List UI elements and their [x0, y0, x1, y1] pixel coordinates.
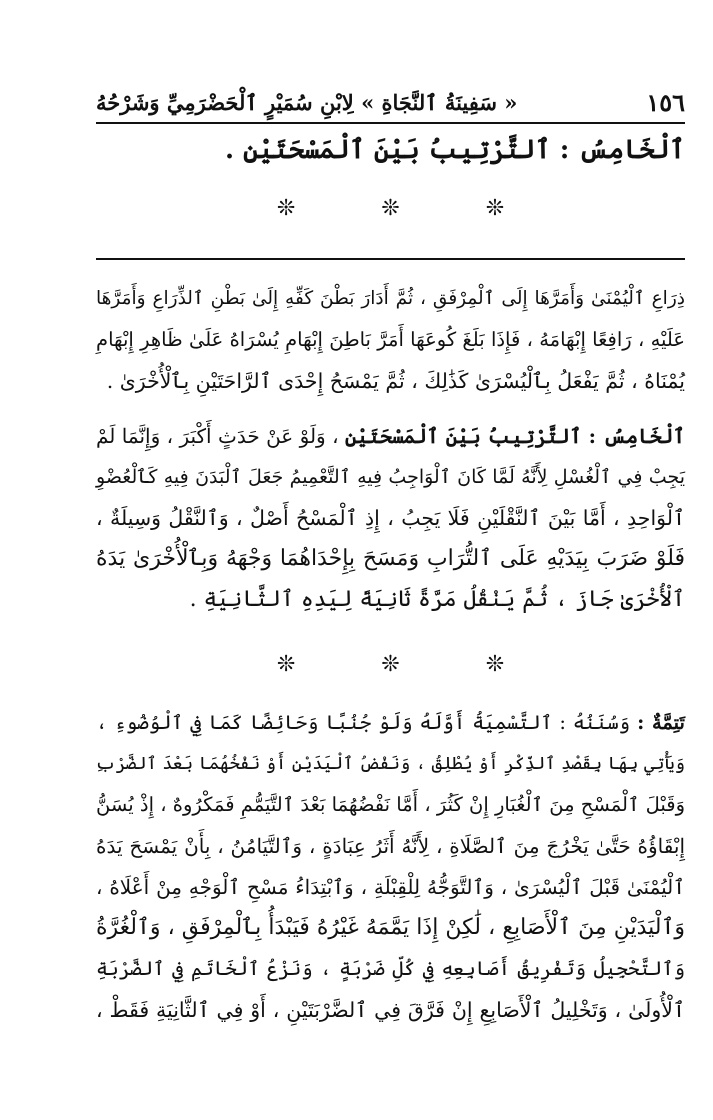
sharh-line: وَيَأْتِي بِهَا بِقَصْدِ ٱلذِّكْرِ أَوْ يُطْلِقُ ، وَنَفْضُ ٱلْيَدَيْنِ أَوْ نَفْخُهُمَا بَعْدَ ٱلضَّرْبِ: [95, 754, 685, 774]
sharh-text: وَسُنَنُهُ : ٱلتَّسْمِيَةُ أَوَّلَهُ وَلَوْ جُنُبًا وَحَائِضًا كَمَا فِي ٱلْوُضُوءِ ،: [96, 711, 631, 734]
separator-star: ❊: [485, 652, 505, 677]
sharh-line: يُمْنَاهُ ، ثُمَّ يَفْعَلُ بِٱلْيُسْرَىٰ كَذَٰلِكَ ، ثُمَّ يَمْسَحُ إِحْدَى ٱلرَّاحَتَيْنِ بِٱلْأُخْرَىٰ .: [106, 369, 685, 393]
paragraph-label: تَتِمَّةٌ :: [637, 711, 685, 734]
separator-star: ❊: [276, 196, 296, 221]
paragraph-label: ٱلْخَامِسُ : ٱلتَّرْتِيبُ بَيْنَ ٱلْمَسْحَتَيْنِ: [344, 424, 685, 448]
sharh-line: إِبْقَاؤُهُ حَتَّىٰ يَخْرُجَ مِنَ ٱلصَّلَاةِ ، لِأَنَّهُ أَثَرُ عِبَادَةٍ ، وَٱلتَّيَامُنُ ، بِأَنْ يَمْسَحَ يَدَهُ: [96, 834, 685, 858]
running-header: [96, 82, 685, 124]
sharh-line: ذِرَاعِ ٱلْيُمْنَىٰ وَأَمَرَّهَا إِلَى ٱلْمِرْفَقِ ، ثُمَّ أَدَارَ بَطْنَ كَفِّهِ إِلَىٰ بَطْنِ ٱلذِّرَاعِ وَأَمَرَّهَا: [96, 288, 685, 309]
sharh-line: ٱلْأُخْرَىٰ جَازَ ، ثُمَّ يَنْقُلُ مَرَّةً ثَانِيَةً لِيَدِهِ ٱلثَّانِيَةِ .: [189, 587, 685, 612]
sharh-line: [96, 418, 685, 454]
section-separator: [96, 196, 685, 226]
separator-star: ❊: [381, 652, 400, 677]
matn-sharh-divider: [96, 258, 685, 260]
sharh-line: ٱلْيُمْنَىٰ قَبْلَ ٱلْيُسْرَىٰ ، وَٱلتَّوَجُّهُ لِلْقِبْلَةِ ، وَٱبْتِدَاءُ مَسْحِ ٱلْوَجْهِ مِنْ أَعْلَاهُ ،: [96, 875, 685, 899]
page-number: ١٥٦: [646, 87, 685, 117]
sharh-line: يَجِبْ فِي ٱلْغُسْلِ لِأَنَّهُ لَمَّا كَانَ ٱلْوَاجِبُ فِيهِ ٱلتَّعْمِيمُ جَعَلَ ٱلْبَدَنَ فِيهِ كَٱلْعُضْوِ: [96, 466, 685, 488]
sharh-line: وَٱلْيَدَيْنِ مِنَ ٱلْأَصَابِعِ ، لَٰكِنْ إِذَا يَمَّمَهُ غَيْرُهُ فَيَبْدَأُ بِٱلْمِرْفَقِ ، وَٱلْغُرَّةُ: [96, 915, 685, 940]
sharh-line: وَٱلتَّحْجِيلُ وَتَفْرِيقُ أَصَابِعِهِ فِي كُلِّ ضَرْبَةٍ ، وَنَزْعُ ٱلْخَاتَمِ فِي ٱلضَّرْبَةِ: [96, 957, 685, 980]
separator-star: ❊: [276, 652, 296, 677]
sharh-line: ٱلْأُولَىٰ ، وَتَخْلِيلُ ٱلْأَصَابِعِ إِنْ فَرَّقَ فِي ٱلضَّرْبَتَيْنِ ، أَوْ فِي ٱلثَّانِيَةِ فَقَطْ ،: [96, 998, 685, 1022]
sharh-text: ، وَلَوْ عَنْ حَدَثٍ أَكْبَرَ ، وَإِنَّمَا لَمْ: [96, 424, 339, 448]
separator-star: ❊: [485, 196, 505, 221]
sharh-line: ٱلْوَاحِدِ ، أَمَّا بَيْنَ ٱلنَّقْلَيْنِ فَلَا يَجِبُ ، إِذِ ٱلْمَسْحُ أَصْلٌ ، وَٱلنَّقْلُ وَسِيلَةٌ ،: [96, 506, 685, 530]
matn-heading: ٱلْخَامِسُ : ٱلتَّرْتِيبُ بَيْنَ ٱلْمَسْحَتَيْنِ .: [224, 135, 685, 165]
sharh-line: وَقَبْلَ ٱلْمَسْحِ مِنَ ٱلْغُبَارِ إِنْ كَثُرَ ، أَمَّا نَفْضُهُمَا بَعْدَ ٱلتَّيَمُّمِ فَمَكْرُوهٌ ، إِذْ يُسَنُّ: [96, 793, 685, 816]
section-separator: [96, 652, 685, 682]
sharh-line: عَلَيْهِ ، رَافِعًا إِبْهَامَهُ ، فَإِذَا بَلَغَ كُوعَهَا أَمَرَّ بَاطِنَ إِبْهَامِ يُسْرَاهُ عَلَىٰ ظَاهِرِ إِبْهَامِ: [96, 328, 685, 351]
sharh-line: فَلَوْ ضَرَبَ بِيَدَيْهِ عَلَى ٱلتُّرَابِ وَمَسَحَ بِإِحْدَاهُمَا وَجْهَهُ وَبِٱلْأُخْرَىٰ يَدَهُ: [96, 546, 685, 571]
running-title: « سَفِينَةُ ٱلنَّجَاةِ » لِابْنِ سُمَيْرٍ ٱلْحَضْرَمِيِّ وَشَرْحُهُ: [96, 89, 518, 115]
separator-star: ❊: [381, 196, 400, 221]
sharh-line: [96, 705, 685, 741]
